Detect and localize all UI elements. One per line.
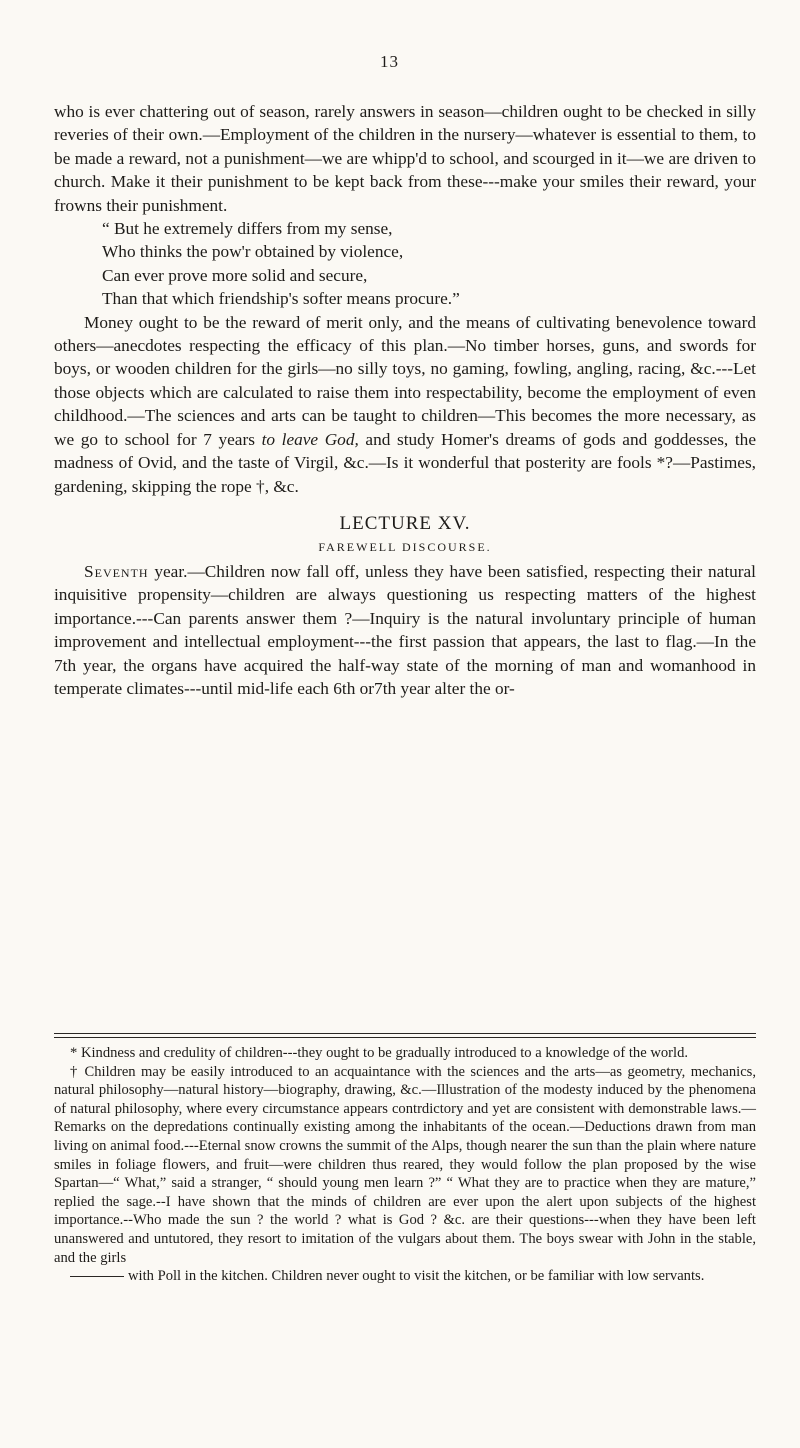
footnote-2-tail bbox=[54, 1267, 756, 1286]
paragraph-2-italic: to leave God, bbox=[261, 429, 359, 449]
paragraph-3-lead: Seventh bbox=[84, 561, 149, 581]
separator-line bbox=[54, 1033, 756, 1034]
paragraph-1: who is ever chattering out of season, rarely answers in season—children ought to be checked in silly reveries of their own.—Employment of the children in the nursery—whatever is essential to them, to be made a reward, not a punishment—we are whipp'd to school, and scourged in it—we are driven to church. Make it their punishment to be kept back from these---make your smiles their reward, your frowns their punishment. bbox=[54, 102, 756, 215]
page-number: 13 bbox=[380, 52, 399, 71]
footnotes bbox=[54, 1044, 756, 1286]
verse-line-2: Who thinks the pow'r obtained by violence, bbox=[102, 242, 404, 262]
paragraph-3 bbox=[54, 560, 756, 700]
paragraph-2-text-b: and study Homer's dreams of gods and goddesses, the madness of Ovid, and the taste of Virgil, &c.—Is it wonderful that posterity are fools *?—Pastimes, gardening, skipping the rope †, &c. bbox=[54, 429, 756, 496]
footnote-2: † Children may be easily introduced to an acquaintance with the sciences and the arts—as geometry, mechanics, natural philosophy—natural history—biography, drawing, &c.—Illustration of the modesty induced by the phenomena of natural philosophy, where every circumstance appears contrdictory and yet are consistent with demonstrable laws.—Remarks on the depredations continually existing among the inhabitants of the ocean.—Deductions drawn from man living on animal food.---Eternal snow crowns the summit of the Alps, though nearer the sun than the plain where nature smiles in foliage flowers, and fruit—were children thus reared, they would follow the plan proposed by the wise Spartan—“ What,” said a stranger, “ should young men learn ?” “ What they are to practice when they are mature,” replied the sage.--I have shown that the minds of children are ever upon the alert upon subjects of the highest importance.--Who made the sun ? the world ? what is God ? &c. are their questions---when they have been left unanswered and untutored, they resort to imitation of the vulgars about them. The boys swear with John in the stable, and the girls bbox=[54, 1063, 756, 1266]
lecture-heading: LECTURE XV. bbox=[339, 512, 471, 534]
lecture-subheading: FAREWELL DISCOURSE. bbox=[318, 539, 492, 554]
verse-line-4: Than that which friendship's softer means procure.” bbox=[102, 289, 460, 309]
main-text bbox=[54, 100, 756, 700]
footnote-2-tail-text: with Poll in the kitchen. Children never ought to visit the kitchen, or be familiar with low servants. bbox=[128, 1268, 705, 1285]
verse-quote bbox=[84, 217, 756, 311]
paragraph-2 bbox=[54, 311, 756, 498]
blank-dash bbox=[70, 1276, 124, 1277]
footnote-1: * Kindness and credulity of children---they ought to be gradually introduced to a knowledge of the world. bbox=[70, 1045, 689, 1061]
verse-line-1: “ But he extremely differs from my sense, bbox=[102, 219, 393, 239]
paragraph-2-text-a: Money ought to be the reward of merit only, and the means of cultivating benevolence toward others—anecdotes respecting the efficacy of this plan.—No timber horses, guns, and swords for boys, or wooden children for the girls—no silly toys, no gaming, fowling, angling, racing, &c.---Let those objects which are calculated to raise them into respectability, become the employment of even childhood.—The sciences and arts can be taught to children—This becomes the more necessary, as we go to school for 7 years bbox=[54, 312, 756, 449]
footnote-separator bbox=[54, 1030, 756, 1038]
separator-line-thin bbox=[54, 1037, 756, 1038]
paragraph-3-text: year.—Children now fall off, unless they have been satisfied, respecting their natural inquisitive propensity—children are always questioning us respecting matters of the highest importance.---Can parents answer them ?—Inquiry is the natural involuntary principle of human improvement and intellectual employment---the first passion that appears, the last to flag.—In the 7th year, the organs have acquired the half-way state of the morning of man and womanhood in temperate climates---until mid-life each 6th or7th year alter the or- bbox=[54, 561, 756, 698]
verse-line-3: Can ever prove more solid and secure, bbox=[102, 265, 368, 285]
